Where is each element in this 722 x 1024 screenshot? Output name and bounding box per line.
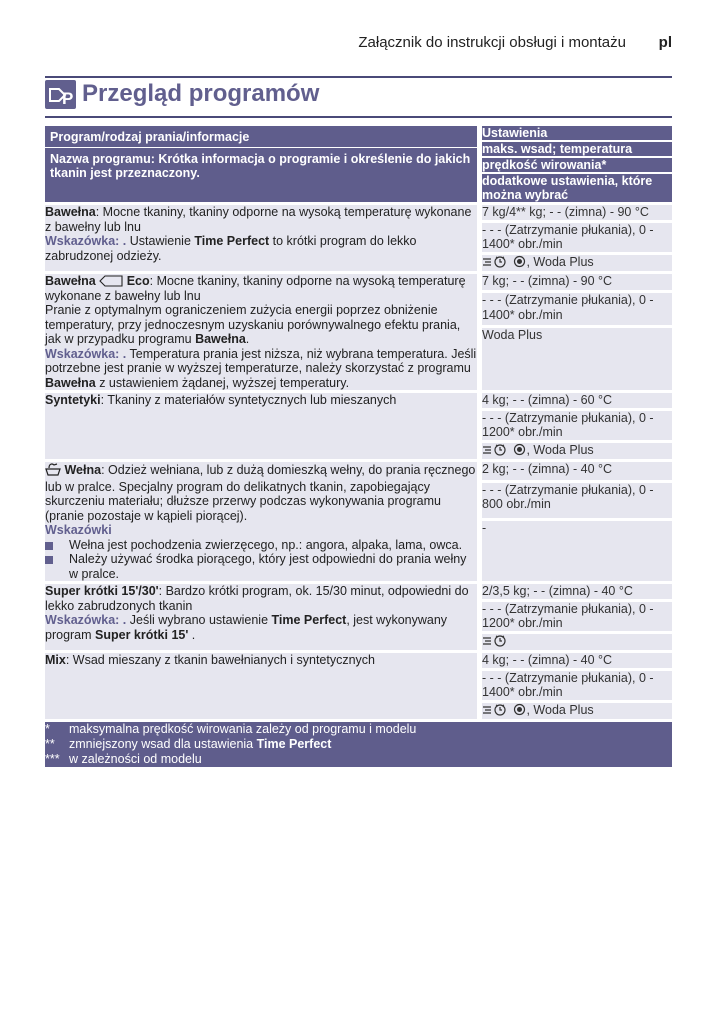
page-title: Przegląd programów (82, 80, 320, 107)
program-name: Super krótki 15'/30' (45, 584, 159, 598)
footnote: *** w zależności od modelu (45, 752, 202, 766)
language-code: pl (658, 34, 672, 51)
program-name: Syntetyki (45, 393, 101, 407)
header-rule (45, 76, 672, 78)
setting-options: , Woda Plus (482, 253, 672, 271)
hint-label: Wskazówka: . (45, 346, 127, 361)
setting-options (482, 632, 672, 650)
setting-spin: - - - (Zatrzymanie płukania), 0 - 1400* obr./min (482, 292, 672, 327)
program-table (45, 126, 672, 767)
setting-spin: - - - (Zatrzymanie płukania), 0 - 1200* obr./min (482, 409, 672, 441)
setting-load-temp: 2 kg; - - (zimna) - 40 °C (482, 462, 672, 481)
program-name: Bawełna (45, 205, 96, 219)
head-program-desc: Nazwa programu: Krótka informacja o programie i określenie do jakich tkanin jest przeznaczony. (50, 152, 471, 180)
list-item: Wełna jest pochodzenia zwierzęcego, np.: angora, alpaka, lama, owca. (45, 538, 477, 553)
footnote: * maksymalna prędkość wirowania zależy od programu i modelu (45, 722, 417, 736)
time-perfect-icon (482, 255, 510, 272)
setting-spin: - - - (Zatrzymanie płukania), 0 - 1400* obr./min (482, 669, 672, 701)
table-row (45, 393, 672, 409)
table-row (45, 274, 672, 292)
head-program-label: Program/rodzaj prania/informacje (45, 126, 477, 148)
table-head-row (45, 126, 672, 141)
setting-spin: - - - (Zatrzymanie płukania), 0 - 1400* obr./min (482, 221, 672, 253)
table-row (45, 653, 672, 669)
time-perfect-icon (482, 634, 510, 651)
hint-label: Wskazówki (45, 523, 112, 537)
eco-arrow-icon (99, 275, 123, 287)
title-rule (45, 116, 672, 118)
hint-label: Wskazówka: . (45, 234, 127, 248)
program-desc-wool: Wełna: Odzież wełniana, lub z dużą domieszką wełny, do prania ręcznego lub w pralce. Specjalny program do delikatnych tkanin, zapobiegający skurczeniu materiału; dłuższe przerwy podczas wykonywania programu (pranie pozostaje w kąpieli piorącej). Wskazówki Wełna jest pochodzenia zwierzęcego, np.: angora, alpaka, lama, owca. Należy używać środka piorącego, który jest odpowiedni do prania wełny w pralce. (45, 463, 476, 581)
program-desc-super-quick: Super krótki 15'/30': Bardzo krótki program, ok. 15/30 minut, odpowiedni do lekko zabrudzonych tkanin Wskazówka: . Jeśli wybrano ustawienie Time Perfect, jest wykonywany program Super krótki 15' . (45, 584, 477, 650)
footnotes-row (45, 722, 672, 767)
head-options: dodatkowe ustawienia, które można wybrać (482, 173, 672, 202)
head-settings: Ustawienia (482, 126, 672, 141)
table-row (45, 205, 672, 221)
table-row (45, 462, 672, 481)
setting-load-temp: 7 kg/4** kg; - - (zimna) - 90 °C (482, 205, 672, 221)
time-perfect-icon (482, 703, 510, 720)
setting-load-temp: 7 kg; - - (zimna) - 90 °C (482, 274, 672, 292)
program-desc-synthetics: Syntetyki: Tkaniny z materiałów syntetycznych lub mieszanych (45, 393, 477, 459)
program-name: Mix (45, 653, 66, 667)
header-title: Załącznik do instrukcji obsługi i montażu (358, 34, 626, 51)
svg-text:P: P (62, 89, 74, 108)
setting-options: , Woda Plus (482, 701, 672, 719)
footnote: ** zmniejszony wsad dla ustawienia Time Perfect (45, 737, 332, 751)
setting-spin: - - - (Zatrzymanie płukania), 0 - 800 obr./min (482, 481, 672, 519)
wool-hand-wash-icon (45, 462, 61, 480)
program-desc-mix: Mix: Wsad mieszany z tkanin bawełnianych i syntetycznych (45, 653, 477, 719)
list-item: Należy używać środka piorącego, który jest odpowiedni do prania wełny w pralce. (45, 552, 477, 581)
head-load-temp: maks. wsad; temperatura (482, 141, 672, 157)
page-header (0, 34, 672, 54)
stain-icon (513, 255, 526, 272)
stain-icon (513, 703, 526, 720)
program-overview-icon (45, 80, 76, 109)
setting-spin: - - - (Zatrzymanie płukania), 0 - 1200* obr./min (482, 600, 672, 632)
head-spin: prędkość wirowania* (482, 157, 672, 173)
setting-load-temp: 2/3,5 kg; - - (zimna) - 40 °C (482, 584, 672, 600)
head-left (45, 126, 477, 202)
setting-options: , Woda Plus (482, 441, 672, 459)
time-perfect-icon (482, 443, 510, 460)
setting-options: Woda Plus (482, 327, 672, 391)
setting-options: - (482, 520, 672, 582)
table-row (45, 584, 672, 600)
setting-load-temp: 4 kg; - - (zimna) - 60 °C (482, 393, 672, 409)
program-name: Bawełna (45, 274, 96, 288)
stain-icon (513, 443, 526, 460)
program-name: Wełna (64, 463, 102, 477)
footnotes (45, 722, 672, 767)
program-desc-cotton-eco: Bawełna Eco: Mocne tkaniny, tkaniny odporne na wysoką temperaturę wykonane z bawełny lub lnu Pranie z optymalnym ograniczeniem zużycia energii poprzez obniżenie temperatury, przy jednoczesnym uzyskaniu porównywalnego efektu prania, jak w przypadku programu Bawełna. Wskazówka: . Temperatura prania jest niższa, niż wybrana temperatura. Jeśli potrzebne jest pranie w wyższej temperaturze, należy skorzystać z programu Bawełna z ustawieniem żądanej, wyższej temperatury. (45, 274, 477, 390)
setting-load-temp: 4 kg; - - (zimna) - 40 °C (482, 653, 672, 669)
hint-label: Wskazówka: . (45, 613, 127, 627)
program-desc-cotton: Bawełna: Mocne tkaniny, tkaniny odporne na wysoką temperaturę wykonane z bawełny lub lnu Wskazówka: . Ustawienie Time Perfect to krótki program do lekko zabrudzonej odzieży. (45, 205, 477, 271)
